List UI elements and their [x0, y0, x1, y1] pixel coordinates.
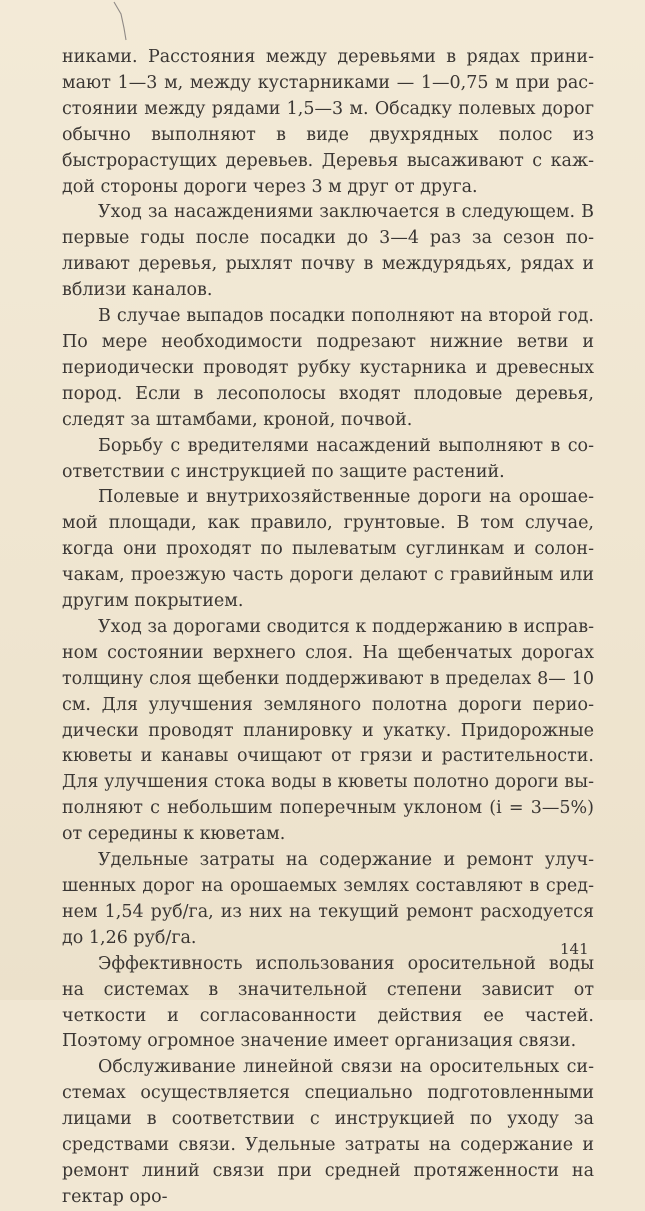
paragraph-3: В случае выпадов посадки пополняют на второй год. По мере необходимости подрезают нижние ветви и периодически проводят рубку кустарника и древесных пород. Если в лесополосы входят плодовые деревья, следят за штамбами, кроной, почвой. [62, 306, 594, 430]
paragraph-7: Удельные затраты на содержание и ремонт улучшенных дорог на орошаемых землях составляют в среднем 1,54 руб/га, из них на текущий ремонт расходуется до 1,26 руб/га. [62, 850, 594, 948]
paragraph-2: Уход за насаждениями заключается в следующем. В первые годы после посадки до 3—4 раз за сезон поливают деревья, рыхлят почву в междурядьях, рядах и вблизи каналов. [62, 202, 594, 301]
page-number: 141 [560, 940, 589, 958]
paragraph-9: Обслуживание линейной связи на оросительных системах осуществляется специально подготовленными лицами в соответствии с инструкцией по уходу за средствами связи. Удельные затраты на содержание и ремонт линий связи при средней протяженности на гектар оро- [62, 1057, 594, 1207]
paragraph-6: Уход за дорогами сводится к поддержанию в исправном состоянии верхнего слоя. На щебенчатых дорогах толщину слоя щебенки поддерживают в пределах 8— 10 см. Для улучшения земляного полотна дороги периодически проводят планировку и укатку. Придорожные кюветы и канавы очищают от грязи и растительности. Для улучшения стока воды в кюветы полотно дороги выполняют с небольшим поперечным уклоном (i = 3—5%) от середины к кюветам. [62, 616, 594, 845]
paragraph-1: никами. Расстояния между деревьями в рядах принимают 1—3 м, между кустарниками — 1—0,75 м при расстоянии между рядами 1,5—3 м. Обсадку полевых дорог обычно выполняют в виде двухрядных полос из быстрорастущих деревьев. Деревья высаживают с каждой стороны дороги через 3 м друг от друга. [62, 47, 594, 197]
paragraph-5: Полевые и внутрихозяйственные дороги на орошаемой площади, как правило, грунтовые. В том случае, когда они проходят по пылеватым суглинкам и солончакам, проезжую часть дороги делают с гравийным или другим покрытием. [62, 487, 594, 612]
paragraph-8: Эффективность использования оросительной воды на системах в значительной степени зависит от четкости и согласованности действия ее частей. Поэтому огромное значение имеет организация связи. [62, 953, 594, 1052]
body-text [62, 45, 594, 1211]
paragraph-4: Борьбу с вредителями насаждений выполняют в соответствии с инструкцией по защите растений. [62, 435, 594, 482]
margin-pencil-mark [112, 0, 136, 42]
